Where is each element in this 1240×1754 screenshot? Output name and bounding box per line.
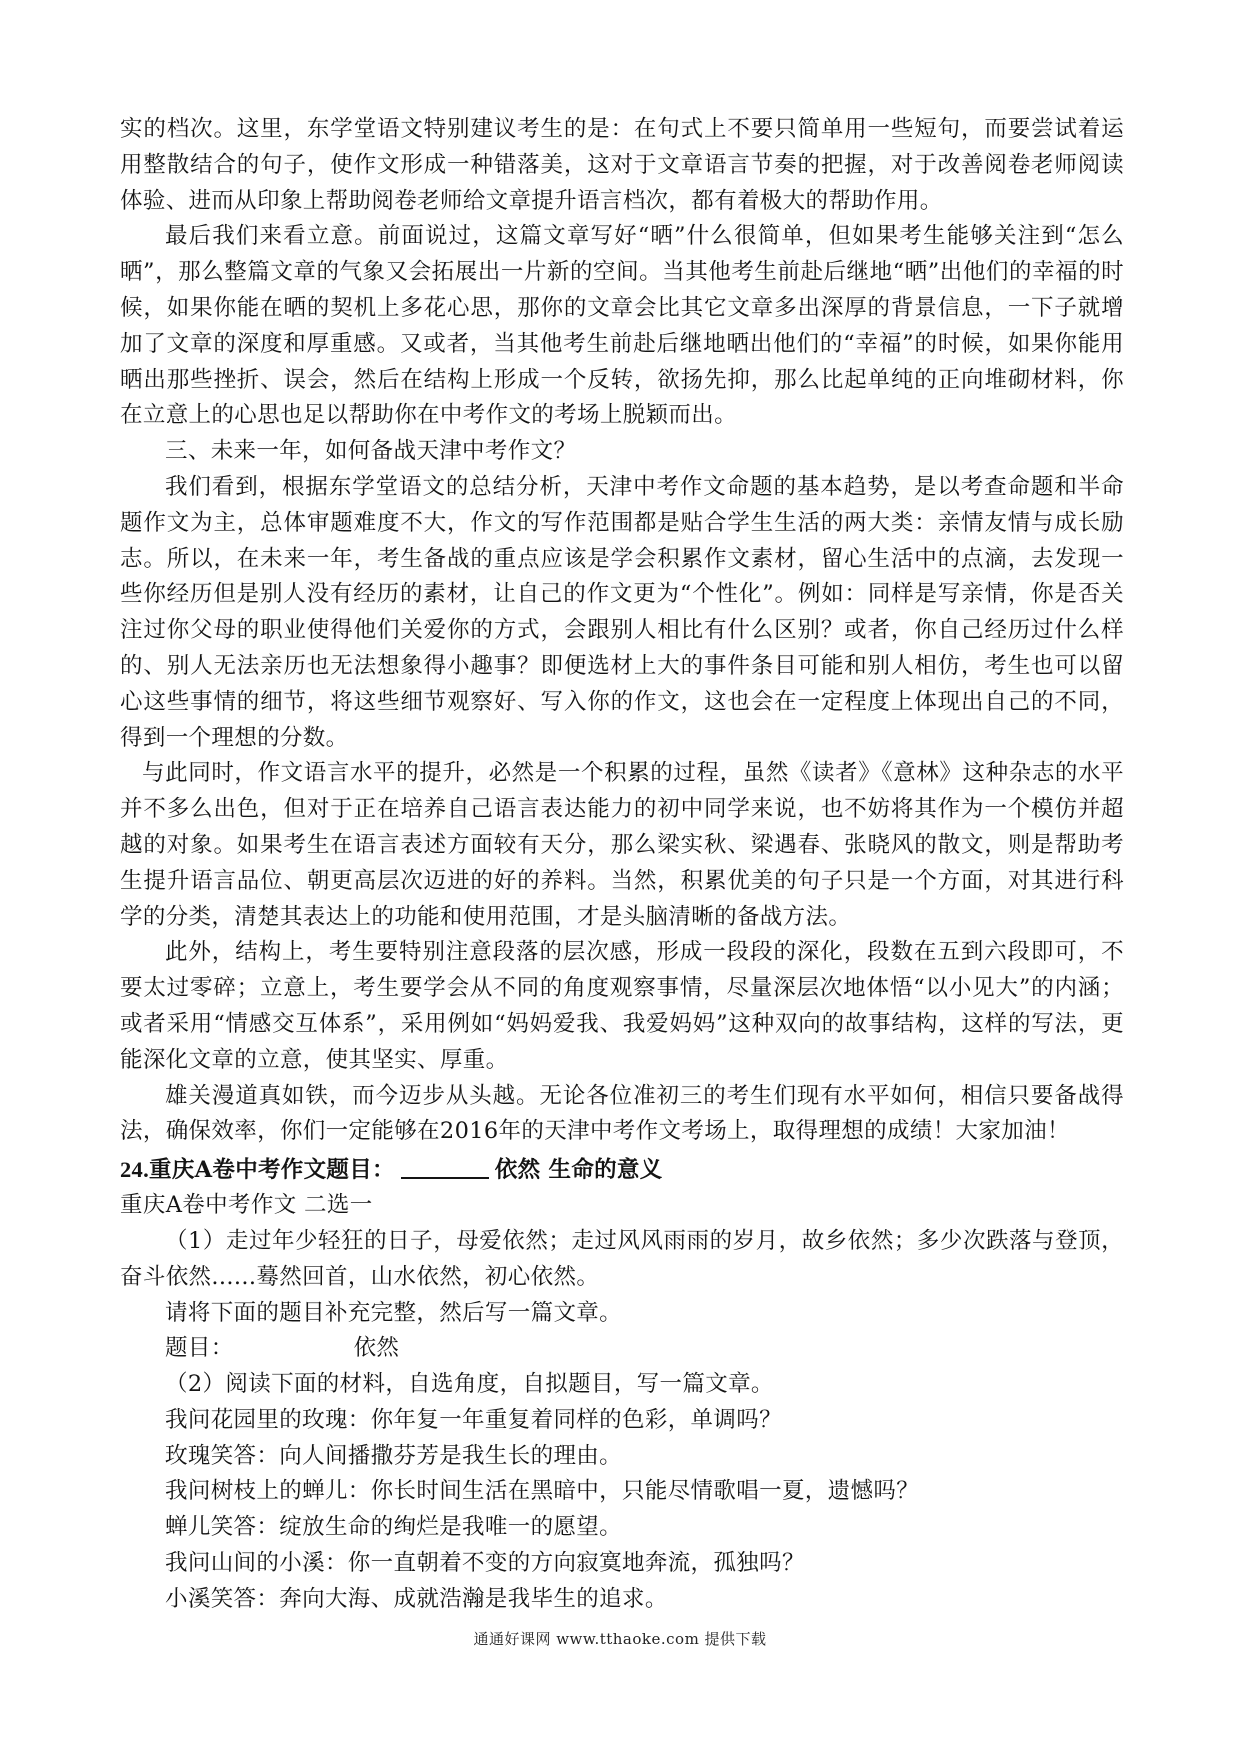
- paragraph-intent: 最后我们来看立意。前面说过，这篇文章写好“晒”什么很简单，但如果考生能够关注到“怎么晒”，那么整篇文章的气象又会拓展出一片新的空间。当其他考生前赴后继地“晒”出他们的幸福的时候，如果你能在晒的契机上多花心思，那你的文章会比其它文章多出深厚的背景信息，一下子就增加了文章的深度和厚重感。又或者，当其他考生前赴后继地晒出他们的“幸福”的时候，如果你能用晒出那些挫折、误会，然后在结构上形成一个反转，欲扬先抑，那么比起单纯的正向堆砌材料，你在立意上的心思也足以帮助你在中考作文的考场上脱颖而出。: [120, 223, 1124, 429]
- dialog-line: 我问花园里的玫瑰：你年复一年重复着同样的色彩，单调吗？: [165, 1406, 782, 1433]
- prompt-block: [120, 1296, 1124, 1618]
- option-two: （2）阅读下面的材料，自选角度，自拟题目，写一篇文章。: [165, 1371, 774, 1398]
- paragraph-language: 与此同时，作文语言水平的提升，必然是一个积累的过程，虽然《读者》《意林》这种杂志的水平并不多么出色，但对于正在培养自己语言表达能力的初中同学来说，也不妨将其作为一个模仿并超越的对象。如果考生在语言表述方面较有天分，那么梁实秋、梁遇春、张晓风的散文，则是帮助考生提升语言品位、朝更高层次迈进的好的养料。当然，积累优美的句子只是一个方面，对其进行科学的分类，清楚其表达上的功能和使用范围，才是头脑清晰的备战方法。: [120, 760, 1124, 930]
- title-label: 题目：: [165, 1335, 234, 1362]
- dialog-line: 蝉儿笑答：绽放生命的绚烂是我唯一的愿望。: [165, 1514, 623, 1541]
- dialog-line: 我问树枝上的蝉儿：你长时间生活在黑暗中，只能尽情歌唱一夏，遗憾吗？: [165, 1478, 920, 1505]
- title-line: [165, 1331, 1124, 1367]
- section-subtitle: 重庆A卷中考作文 二选一: [120, 1192, 373, 1219]
- paragraph-trend: 我们看到，根据东学堂语文的总结分析，天津中考作文命题的基本趋势，是以考查命题和半命题作文为主，总体审题难度不大，作文的写作范围都是贴合学生生活的两大类：亲情友情与成长励志。所以，在未来一年，考生备战的重点应该是学会积累作文素材，留心生活中的点滴，去发现一些你经历但是别人没有经历的素材，让自己的作文更为“个性化”。例如：同样是写亲情，你是否关注过你父母的职业使得他们关爱你的方式，会跟别人相比有什么区别？或者，你自己经历过什么样的、别人无法亲历也无法想象得小趣事？即便选材上大的事件条目可能和别人相仿，考生也可以留心这些事情的细节，将这些细节观察好、写入你的作文，这也会在一定程度上体现出自己的不同，得到一个理想的分数。: [120, 473, 1124, 751]
- paragraph-conclusion: 雄关漫道真如铁，而今迈步从头越。无论各位准初三的考生们现有水平如何，相信只要备战得法，确保效率，你们一定能够在2016年的天津中考作文考场上，取得理想的成绩！大家加油！: [120, 1082, 1124, 1145]
- paragraph-continued: 实的档次。这里，东学堂语文特别建议考生的是：在句式上不要只简单用一些短句，而要尝试着运用整散结合的句子，使作文形成一种错落美，这对于文章语言节奏的把握，对于改善阅卷老师阅读体验、进而从印象上帮助阅卷老师给文章提升语言档次，都有着极大的帮助作用。: [120, 116, 1124, 214]
- title-word: 依然: [353, 1335, 400, 1362]
- dialog-line: 我问山间的小溪：你一直朝着不变的方向寂寞地奔流，孤独吗？: [165, 1550, 805, 1577]
- section-24-heading: [120, 1152, 1124, 1188]
- document-body: [120, 112, 1124, 1618]
- section-title-after: 依然 生命的意义: [494, 1157, 663, 1184]
- section-heading-three: 三、未来一年，如何备战天津中考作文？: [165, 438, 577, 465]
- title-blank-line: [401, 1153, 489, 1179]
- option-one: （1）走过年少轻狂的日子，母爱依然；走过风风雨雨的岁月，故乡依然；多少次跌落与登顶，奋斗依然......蓦然回首，山水依然，初心依然。: [120, 1227, 1124, 1290]
- dialog-line: 小溪笑答：奔向大海、成就浩瀚是我毕生的追求。: [165, 1585, 668, 1612]
- dialog-line: 玫瑰笑答：向人间播撒芬芳是我生长的理由。: [165, 1442, 623, 1469]
- page-footer: 通通好课网 www.tthaoke.com 提供下载: [473, 1630, 767, 1648]
- instruction-text: 请将下面的题目补充完整，然后写一篇文章。: [165, 1299, 623, 1326]
- paragraph-structure: 此外，结构上，考生要特别注意段落的层次感，形成一段段的深化，段数在五到六段即可，不要太过零碎；立意上，考生要学会从不同的角度观察事情，尽量深层次地体悟“以小见大”的内涵；或者采用“情感交互体系”，采用例如“妈妈爱我、我爱妈妈”这种双向的故事结构，这样的写法，更能深化文章的立意，使其坚实、厚重。: [120, 939, 1124, 1073]
- section-title-before: 重庆A卷中考作文题目：: [149, 1157, 395, 1184]
- section-number: 24.: [120, 1157, 150, 1183]
